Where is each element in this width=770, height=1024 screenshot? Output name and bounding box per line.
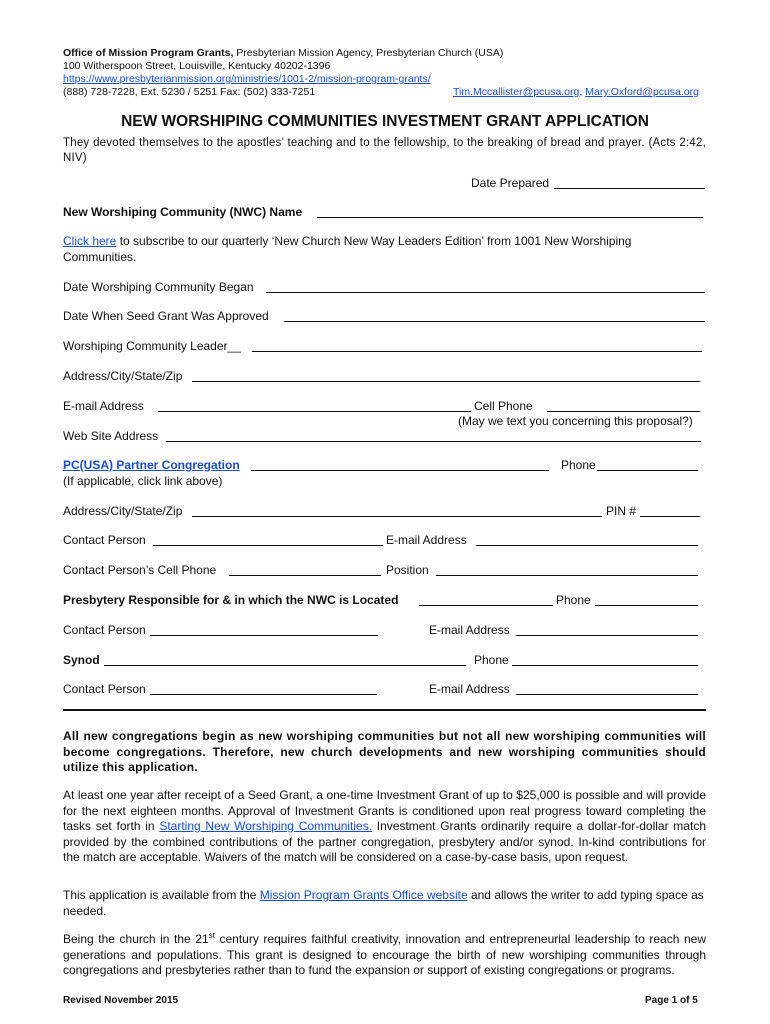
leader-label-blank: __ [227,339,241,353]
synod-contact-label: Contact Person [63,682,146,696]
contact-cell-label: Contact Person’s Cell Phone [63,563,217,577]
synod-phone-label: Phone [474,653,509,667]
purpose-superscript: st [208,931,215,940]
partner-congregation-field[interactable] [251,470,549,471]
availability-paragraph [63,888,706,919]
presbytery-contact-field[interactable] [150,635,378,636]
partner-congregation-link[interactable]: PC(USA) Partner Congregation [63,458,240,472]
partner-phone-field[interactable] [597,470,698,471]
pin-field[interactable] [640,516,700,517]
presbytery-email-label: E-mail Address [429,623,510,637]
presbytery-phone-field[interactable] [595,605,698,606]
website-field[interactable] [166,441,701,442]
contact-person-label: Contact Person [63,533,146,547]
pin-label: PIN # [606,504,637,518]
partner-phone-label: Phone [561,458,596,472]
email-field[interactable] [158,411,471,412]
investment-paragraph [63,788,706,866]
office-address: 100 Witherspoon Street, Louisville, Kentucky 40202-1396 [63,60,331,72]
mpg-website-link[interactable]: Mission Program Grants Office website [259,888,468,902]
office-emails [453,86,699,99]
click-here-link[interactable]: Click here [63,234,117,248]
office-line [63,47,503,60]
email-separator: , [579,86,586,98]
leader-label-text: Worshiping Community Leader [63,339,228,353]
position-field[interactable] [436,575,698,576]
partner-address-field[interactable] [192,516,602,517]
partner-address-label: Address/City/State/Zip [63,504,183,518]
contact-cell-field[interactable] [229,575,381,576]
leader-field[interactable] [252,351,702,352]
purpose-text-b: century requires faithful creativity, innovation and entrepreneurial leadership to reach new generations and populations. This grant is designed to encourage the birth of new worshiping communities through congregations and presbyteries rather than to fund the expansion or support of existing congregations or programs. [63,932,706,977]
position-label: Position [386,563,429,577]
date-prepared-field[interactable] [554,188,705,189]
presbytery-email-field[interactable] [516,635,698,636]
cell-phone-field[interactable] [547,411,700,412]
synod-phone-field[interactable] [512,665,698,666]
nwc-name-label: New Worshiping Community (NWC) Name [63,205,303,219]
synod-email-field[interactable] [516,694,698,695]
email-link-tim[interactable]: Tim.Mccallister@pcusa.org [453,86,580,98]
address-field[interactable] [192,381,700,382]
synod-contact-field[interactable] [150,694,377,695]
purpose-paragraph [63,928,706,979]
synod-field[interactable] [104,665,466,666]
subscribe-text [63,234,706,265]
revised-date: Revised November 2015 [63,995,179,1006]
synod-label: Synod [63,653,100,667]
scripture-verse: They devoted themselves to the apostles’ teaching and to the fellowship, to the breaking of bread and prayer. (Acts 2:42, NIV) [63,137,706,164]
nwc-name-field[interactable] [317,217,703,218]
synod-email-label: E-mail Address [429,682,510,696]
date-seed-label: Date When Seed Grant Was Approved [63,309,269,323]
partner-note: (If applicable, click link above) [63,474,223,488]
office-name: Office of Mission Program Grants, [63,47,234,59]
presbytery-phone-label: Phone [556,593,591,607]
office-phone: (888) 728-7228, Ext. 5230 / 5251 Fax: (502) 333-7251 [63,86,316,98]
office-url-link[interactable]: https://www.presbyterianmission.org/ministries/1001-2/mission-program-grants/ [63,73,431,85]
contact-person-field[interactable] [153,545,383,546]
investment-text-b: Investment Grants ordinarily require a dollar-for-dollar match provided by the combined contributions of the partner congregation, presbytery and/or synod. In-kind contributions for the match are acceptable. Waivers of the match will be considered on a case-by-case basis, upon request. [63,819,706,864]
presbytery-field[interactable] [419,605,553,606]
cell-phone-label: Cell Phone [474,399,533,413]
section-divider [63,709,706,711]
date-seed-field[interactable] [284,321,705,322]
text-permission-note: (May we text you concerning this proposal?) [458,414,693,428]
availability-text-b: and allows the writer to add typing space as needed. [63,888,704,918]
contact-email-label: E-mail Address [386,533,467,547]
purpose-text-a: Being the church in the 21 [63,932,209,946]
office-agency: Presbyterian Mission Agency, Presbyterian Church (USA) [233,47,504,59]
website-label: Web Site Address [63,429,159,443]
date-began-field[interactable] [266,292,705,293]
email-label: E-mail Address [63,399,144,413]
contact-email-field[interactable] [476,545,698,546]
subscribe-description: to subscribe to our quarterly ‘New Church New Way Leaders Edition’ from 1001 New Worshiping Communities. [63,234,632,264]
date-began-label: Date Worshiping Community Began [63,280,254,294]
date-prepared-label: Date Prepared [471,176,550,190]
availability-text-a: This application is available from the [63,888,260,902]
intro-paragraph: All new congregations begin as new worshiping communities but not all new worshiping communities will become congregations. Therefore, new church developments and new worshiping communities should utilize this application. [63,729,706,774]
presbytery-contact-label: Contact Person [63,623,146,637]
email-link-mary[interactable]: Mary.Oxford@pcusa.org [585,86,699,98]
leader-label [63,339,241,353]
page-title: NEW WORSHIPING COMMUNITIES INVESTMENT GRANT APPLICATION [121,113,649,130]
presbytery-label: Presbytery Responsible for & in which the NWC is Located [63,593,399,607]
starting-nwc-link[interactable]: Starting New Worshiping Communities. [159,819,373,833]
address-label: Address/City/State/Zip [63,369,183,383]
page-number: Page 1 of 5 [645,995,698,1006]
investment-text-a: At least one year after receipt of a Seed Grant, a one-time Investment Grant of up to $25,000 is possible and will provide for the next eighteen months. Approval of Investment Grants is conditioned upon real progress toward completing the tasks set forth in [63,788,706,833]
